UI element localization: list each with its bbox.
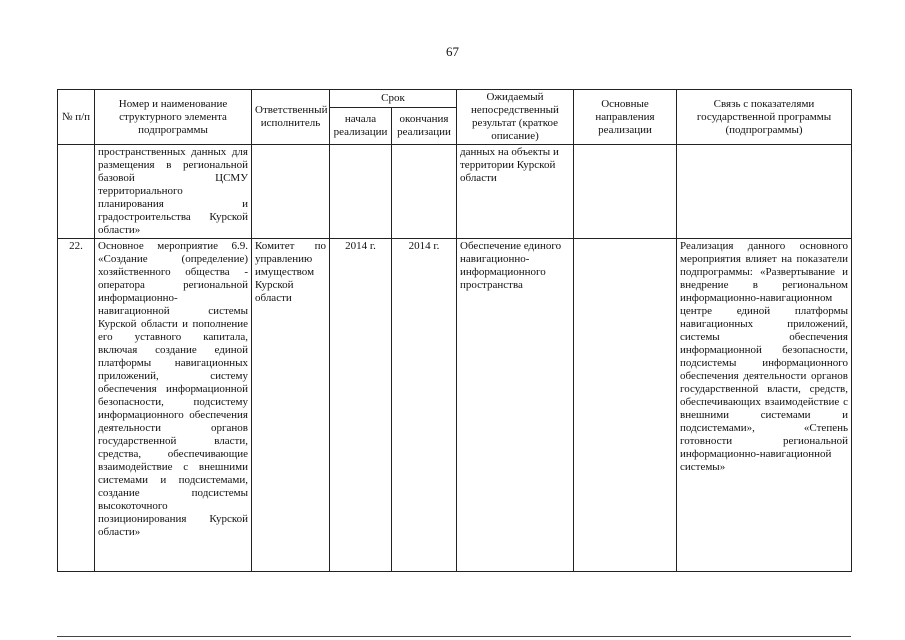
- row-directions: [574, 239, 677, 572]
- row-result: Обеспечение единого навигационно-информационного пространства: [457, 239, 574, 572]
- row-result: данных на объекты и территории Курской области: [457, 145, 574, 239]
- header-result: Ожидаемый непосредственный результат (краткое описание): [457, 90, 574, 145]
- row-directions: [574, 145, 677, 239]
- row-link: [677, 145, 852, 239]
- row-name: Основное мероприятие 6.9. «Создание (определение) хозяйственного общества - оператора региональной информационно-навигационной системы Курской области и пополнение его уставного капитала, включая создание единой платформы навигационных приложений, систему обеспечения информационной безопасности, подсистему информационного обеспечения деятельности органов государственной власти, средства, обеспечивающие взаимодействие с внешними системами и подсистемами, создание подсистемы высокоточного позиционирования Курской области»: [95, 239, 252, 572]
- row-num: [58, 145, 95, 239]
- header-start: начала реализации: [330, 107, 392, 144]
- page-number: 67: [446, 44, 459, 59]
- header-term: Срок: [330, 90, 457, 108]
- subprogram-table: [57, 89, 852, 572]
- header-end: окончания реализации: [392, 107, 457, 144]
- row-end: 2014 г.: [392, 239, 457, 572]
- row-num: 22.: [58, 239, 95, 572]
- row-responsible: [252, 145, 330, 239]
- header-responsible: Ответственный исполнитель: [252, 90, 330, 145]
- header-link: Связь с показателями государственной программы (подпрограммы): [677, 90, 852, 145]
- header-name: Номер и наименование структурного элемента подпрограммы: [95, 90, 252, 145]
- table-row: [58, 145, 852, 239]
- row-name: пространственных данных для размещения в региональной базовой ЦСМУ территориального планирования и градостроительства Курской области»: [95, 145, 252, 239]
- row-link: Реализация данного основного мероприятия влияет на показатели подпрограммы: «Развертывание и внедрение в региональном информационно-навигационном центре единой платформы навигационных приложений, системы обеспечения информационной безопасности, подсистемы информационного обеспечения деятельности органов государственной власти, средств, обеспечивающих взаимодействие с внешними системами и подсистемами», «Степень готовности региональной информационно-навигационной системы»: [677, 239, 852, 572]
- row-end: [392, 145, 457, 239]
- bottom-rule: [57, 636, 851, 637]
- table-header: [58, 90, 852, 145]
- header-num: № п/п: [58, 90, 95, 145]
- row-start: [330, 145, 392, 239]
- header-directions: Основные направления реализации: [574, 90, 677, 145]
- row-start: 2014 г.: [330, 239, 392, 572]
- row-responsible: Комитет по управлению имуществом Курской области: [252, 239, 330, 572]
- table-row: [58, 239, 852, 572]
